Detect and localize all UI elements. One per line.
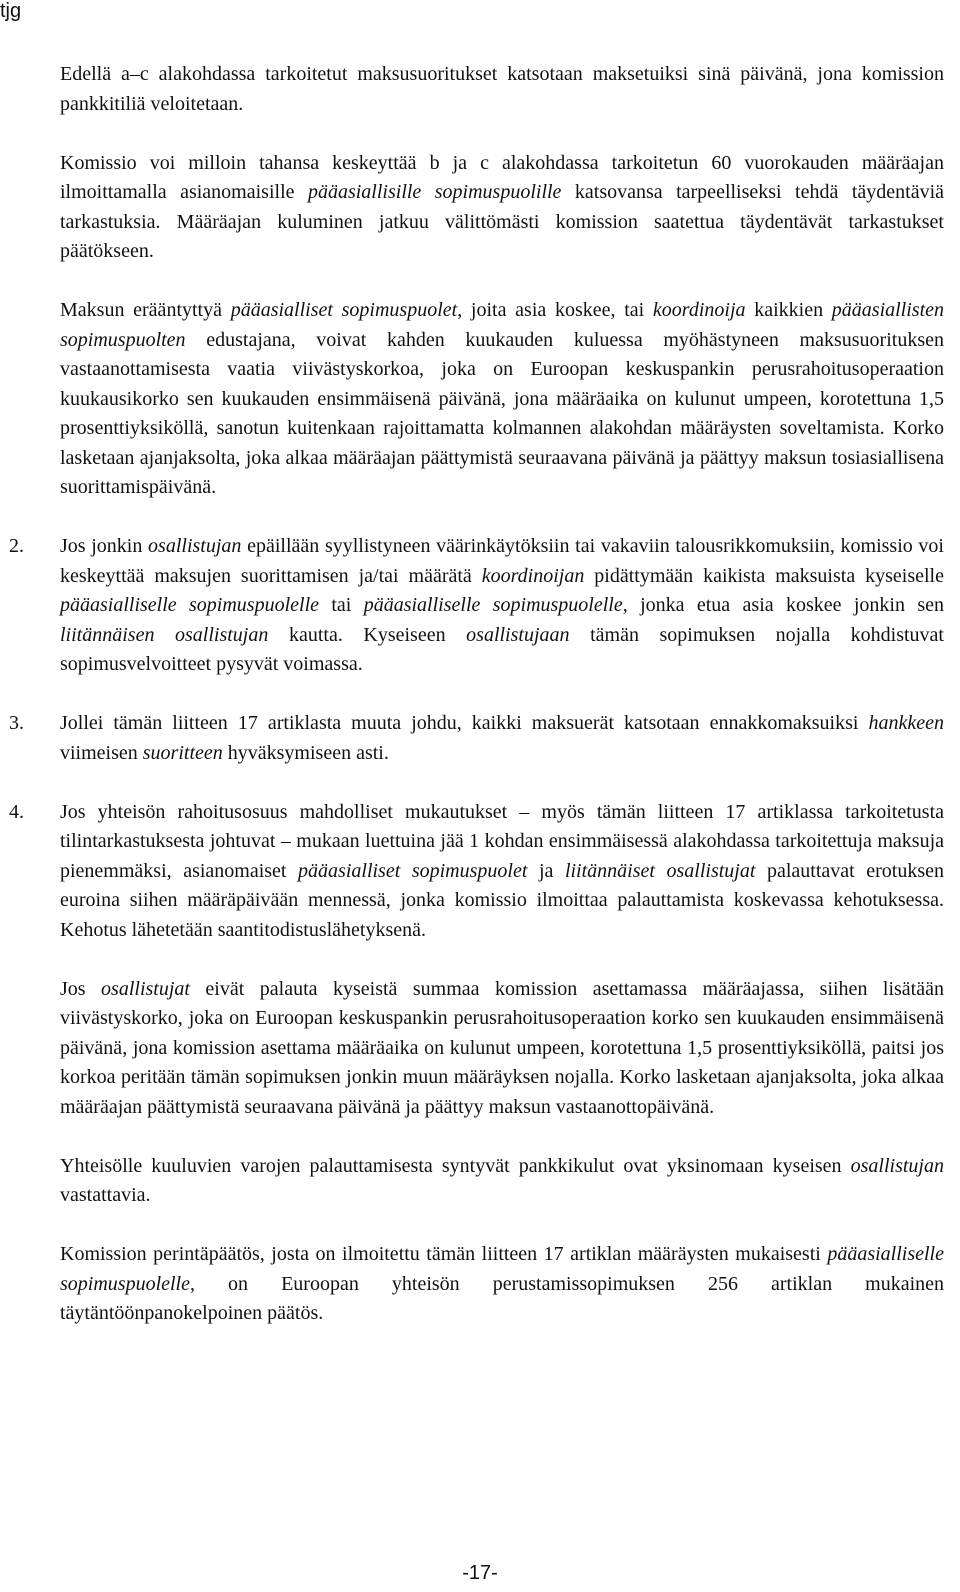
document-body: [9, 60, 945, 1358]
paragraph-default-interest: Maksun erääntyttyä pääasialliset sopimuspuolet, joita asia koskee, tai koordinoija kaikkien pääasiallisten sopimuspuolten edustajana, voivat kahden kuukauden kuluessa myöhästyneen maksusuorituksen vastaanottamisesta vaatia viivästyskorkoa, joka on Euroopan keskuspankin perusrahoitusoperaation kuukausikorko sen kuukauden ensimmäisenä päivänä, jona määräaika on kulunut umpeen, korotettuna 1,5 prosenttiyksiköllä, sanotun kuitenkaan rajoittamatta kolmannen alakohdan määräysten soveltamista. Korko lasketaan ajanjaksolta, joka alkaa määräajan päättymistä seuraavana päivänä ja päättyy maksun tosiasiallisena suorittamispäivänä.: [60, 299, 945, 498]
paragraph-late-repayment: Jos osallistujat eivät palauta kyseistä summaa komission asettamassa määräajassa, siihen lisätään viivästyskorko, joka on Euroopan keskuspankin perusrahoitusoperaation korko sen kuukauden ensimmäisenä päivänä, jona komission asettama määräaika on kulunut umpeen, korotettuna 1,5 prosenttiyksiköllä, paitsi jos korkoa peritään tämän sopimuksen jonkin muun määräyksen nojalla. Korko lasketaan ajanjaksolta, joka alkaa määräajan päättymistä seuraavana päivänä ja päättyy maksun vastaanottopäivänä.: [60, 977, 944, 1118]
item-text: Jos yhteisön rahoitusosuus mahdolliset mukautukset – myös tämän liitteen 17 artiklassa tarkoitetusta tilintarkastuksesta johtuvat – mukaan luettuina jää 1 kohdan ensimmäisessä alakohdassa tarkoitettuja maksuja pienemmäksi, asianomaiset pääasialliset sopimuspuolet ja liitännäiset osallistujat palauttavat erotuksen euroina siihen määräpäivään mennessä, jonka komissio ilmoittaa palauttamista koskevassa kehotuksessa. Kehotus lähetetään saantitodistuslähetyksenä.: [60, 800, 944, 941]
paragraph-payment-date: Edellä a–c alakohdassa tarkoitetut maksusuoritukset katsotaan maksetuiksi sinä päivänä, jona komission pankkitiliä veloitetaan.: [60, 63, 944, 115]
item-number: 3.: [9, 712, 24, 734]
item-number: 4.: [9, 800, 24, 823]
page-number: -17-: [462, 1562, 498, 1584]
numbered-item-3: [9, 709, 944, 768]
item-text: Jollei tämän liitteen 17 artiklasta muuta johdu, kaikki maksuerät katsotaan ennakkomaksuiksi hankkeen viimeisen suoritteen hyväksymiseen asti.: [60, 712, 944, 764]
header-tag: tjg: [0, 0, 22, 22]
item-number: 2.: [9, 535, 24, 557]
paragraph-bank-charges: Yhteisölle kuuluvien varojen palauttamisesta syntyvät pankkikulut ovat yksinomaan kyseisen osallistujan vastattavia.: [60, 1154, 944, 1206]
numbered-item-2: [9, 532, 944, 680]
paragraph-suspension: Komissio voi milloin tahansa keskeyttää b ja c alakohdassa tarkoitetun 60 vuorokauden määräajan ilmoittamalla asianomaisille pääasiallisille sopimuspuolille katsovansa tarpeelliseksi tehdä täydentäviä tarkastuksia. Määräajan kuluminen jatkuu välittömästi komission saatettua täydentävät tarkastukset päätökseen.: [60, 151, 945, 262]
paragraph-recovery-decision: Komission perintäpäätös, josta on ilmoitettu tämän liitteen 17 artiklan määräysten mukaisesti pääasialliselle sopimuspuolelle, on Euroopan yhteisön perustamissopimuksen 256 artiklan mukainen täytäntöönpanokelpoinen päätös.: [60, 1243, 944, 1324]
item-text: Jos jonkin osallistujan epäillään syyllistyneen väärinkäytöksiin tai vakaviin talousrikkomuksiin, komissio voi keskeyttää maksujen suorittamisen ja/tai määrätä koordinoijan pidättymään kaikista maksuista kyseiselle pääasialliselle sopimuspuolelle tai pääasialliselle sopimuspuolelle, jonka etua asia koskee jonkin sen liitännäisen osallistujan kautta. Kyseiseen osallistujaan tämän sopimuksen nojalla kohdistuvat sopimusvelvoitteet pysyvät voimassa.: [60, 535, 945, 675]
numbered-item-4: [9, 798, 944, 946]
